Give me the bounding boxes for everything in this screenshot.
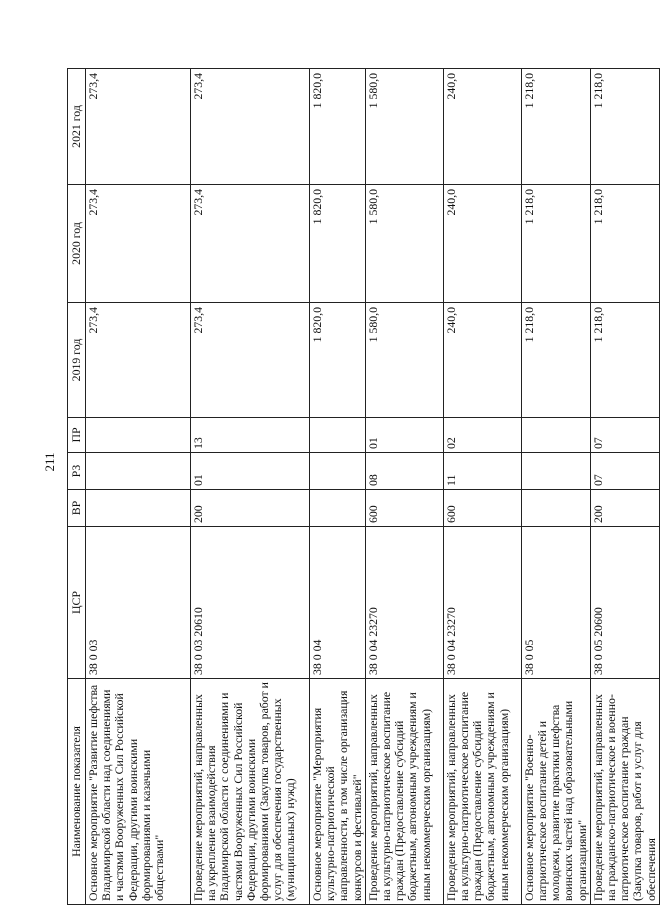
cell-2019: 273,4	[86, 303, 191, 418]
cell-csr: 38 0 03 20610	[191, 527, 310, 679]
cell-2020: 1 218,0	[521, 185, 590, 303]
cell-2020: 240,0	[443, 185, 521, 303]
cell-2019: 240,0	[443, 303, 521, 418]
cell-2020: 1 580,0	[365, 185, 443, 303]
table-row	[443, 69, 521, 905]
table-row	[590, 69, 659, 905]
header-vr: ВР	[68, 490, 86, 527]
cell-2019: 273,4	[191, 303, 310, 418]
header-csr: ЦСР	[68, 527, 86, 679]
cell-2021: 1 820,0	[310, 69, 366, 185]
table-row	[365, 69, 443, 905]
cell-name: Проведение мероприятий, направленных на культурно-патриотическое воспитание граждан (Предоставление субсидий бюджетным, автономным учреждениям и иным некоммерческим организациям)	[365, 679, 443, 905]
budget-table-rotated	[67, 69, 658, 905]
cell-pr	[86, 418, 191, 453]
cell-vr	[310, 490, 366, 527]
cell-2020: 273,4	[86, 185, 191, 303]
cell-2020: 1 820,0	[310, 185, 366, 303]
header-rz: РЗ	[68, 453, 86, 490]
budget-table	[67, 68, 660, 905]
cell-pr	[521, 418, 590, 453]
cell-csr: 38 0 05	[521, 527, 590, 679]
cell-csr: 38 0 04	[310, 527, 366, 679]
cell-pr	[310, 418, 366, 453]
cell-rz	[521, 453, 590, 490]
cell-rz	[86, 453, 191, 490]
table-row	[86, 69, 191, 905]
cell-vr	[521, 490, 590, 527]
cell-2021: 273,4	[86, 69, 191, 185]
cell-2020: 273,4	[191, 185, 310, 303]
cell-rz: 11	[443, 453, 521, 490]
cell-2021: 273,4	[191, 69, 310, 185]
cell-rz: 07	[590, 453, 659, 490]
header-2021: 2021 год	[68, 69, 86, 185]
cell-vr: 200	[590, 490, 659, 527]
cell-2019: 1 580,0	[365, 303, 443, 418]
cell-vr: 600	[443, 490, 521, 527]
cell-name: Проведение мероприятий, направленных на гражданско-патриотическое и военно-патриотическое воспитание граждан (Закупка товаров, работ и услуг для обеспечения	[590, 679, 659, 905]
header-name: Наименование показателя	[68, 679, 86, 905]
cell-vr: 600	[365, 490, 443, 527]
page-number: 211	[42, 452, 57, 472]
cell-csr: 38 0 04 23270	[443, 527, 521, 679]
cell-2021: 240,0	[443, 69, 521, 185]
cell-csr: 38 0 05 20600	[590, 527, 659, 679]
cell-csr: 38 0 04 23270	[365, 527, 443, 679]
cell-name: Основное мероприятие "Мероприятия культурно-патриотической направленности, в том числе организация конкурсов и фестивалей"	[310, 679, 366, 905]
table-row	[521, 69, 590, 905]
cell-pr: 01	[365, 418, 443, 453]
cell-name: Проведение мероприятий, направленных на укрепление взаимодействия Владимирской области с соединениями и частями Вооруженных Сил Российской Федерации, другими воинскими формированиями (Закупка товаров, работ и услуг для обеспечения государственных (муниципальных) нужд)	[191, 679, 310, 905]
cell-2019: 1 218,0	[590, 303, 659, 418]
cell-name: Проведение мероприятий, направленных на культурно-патриотическое воспитание граждан (Предоставление субсидий бюджетным, автономным учреждениям и иным некоммерческим организациям)	[443, 679, 521, 905]
cell-pr: 02	[443, 418, 521, 453]
table-row	[310, 69, 366, 905]
header-pr: ПР	[68, 418, 86, 453]
cell-name: Основное мероприятие "Военно-патриотическое воспитание детей и молодежи, развитие практики шефства воинских частей над образовательными организациями"	[521, 679, 590, 905]
header-2020: 2020 год	[68, 185, 86, 303]
cell-rz: 01	[191, 453, 310, 490]
table-row	[191, 69, 310, 905]
cell-pr: 13	[191, 418, 310, 453]
cell-2020: 1 218,0	[590, 185, 659, 303]
header-2019: 2019 год	[68, 303, 86, 418]
table-header-row	[68, 69, 86, 905]
cell-pr: 07	[590, 418, 659, 453]
cell-2019: 1 218,0	[521, 303, 590, 418]
cell-rz	[310, 453, 366, 490]
cell-2021: 1 218,0	[521, 69, 590, 185]
cell-2021: 1 580,0	[365, 69, 443, 185]
cell-name: Основное мероприятие "Развитие шефства Владимирской области над соединениями и частями Вооруженных Сил Российской Федерации, другими воинскими формированиями и казачьими обществами"	[86, 679, 191, 905]
cell-2021: 1 218,0	[590, 69, 659, 185]
cell-vr	[86, 490, 191, 527]
cell-csr: 38 0 03	[86, 527, 191, 679]
cell-2019: 1 820,0	[310, 303, 366, 418]
cell-rz: 08	[365, 453, 443, 490]
cell-vr: 200	[191, 490, 310, 527]
